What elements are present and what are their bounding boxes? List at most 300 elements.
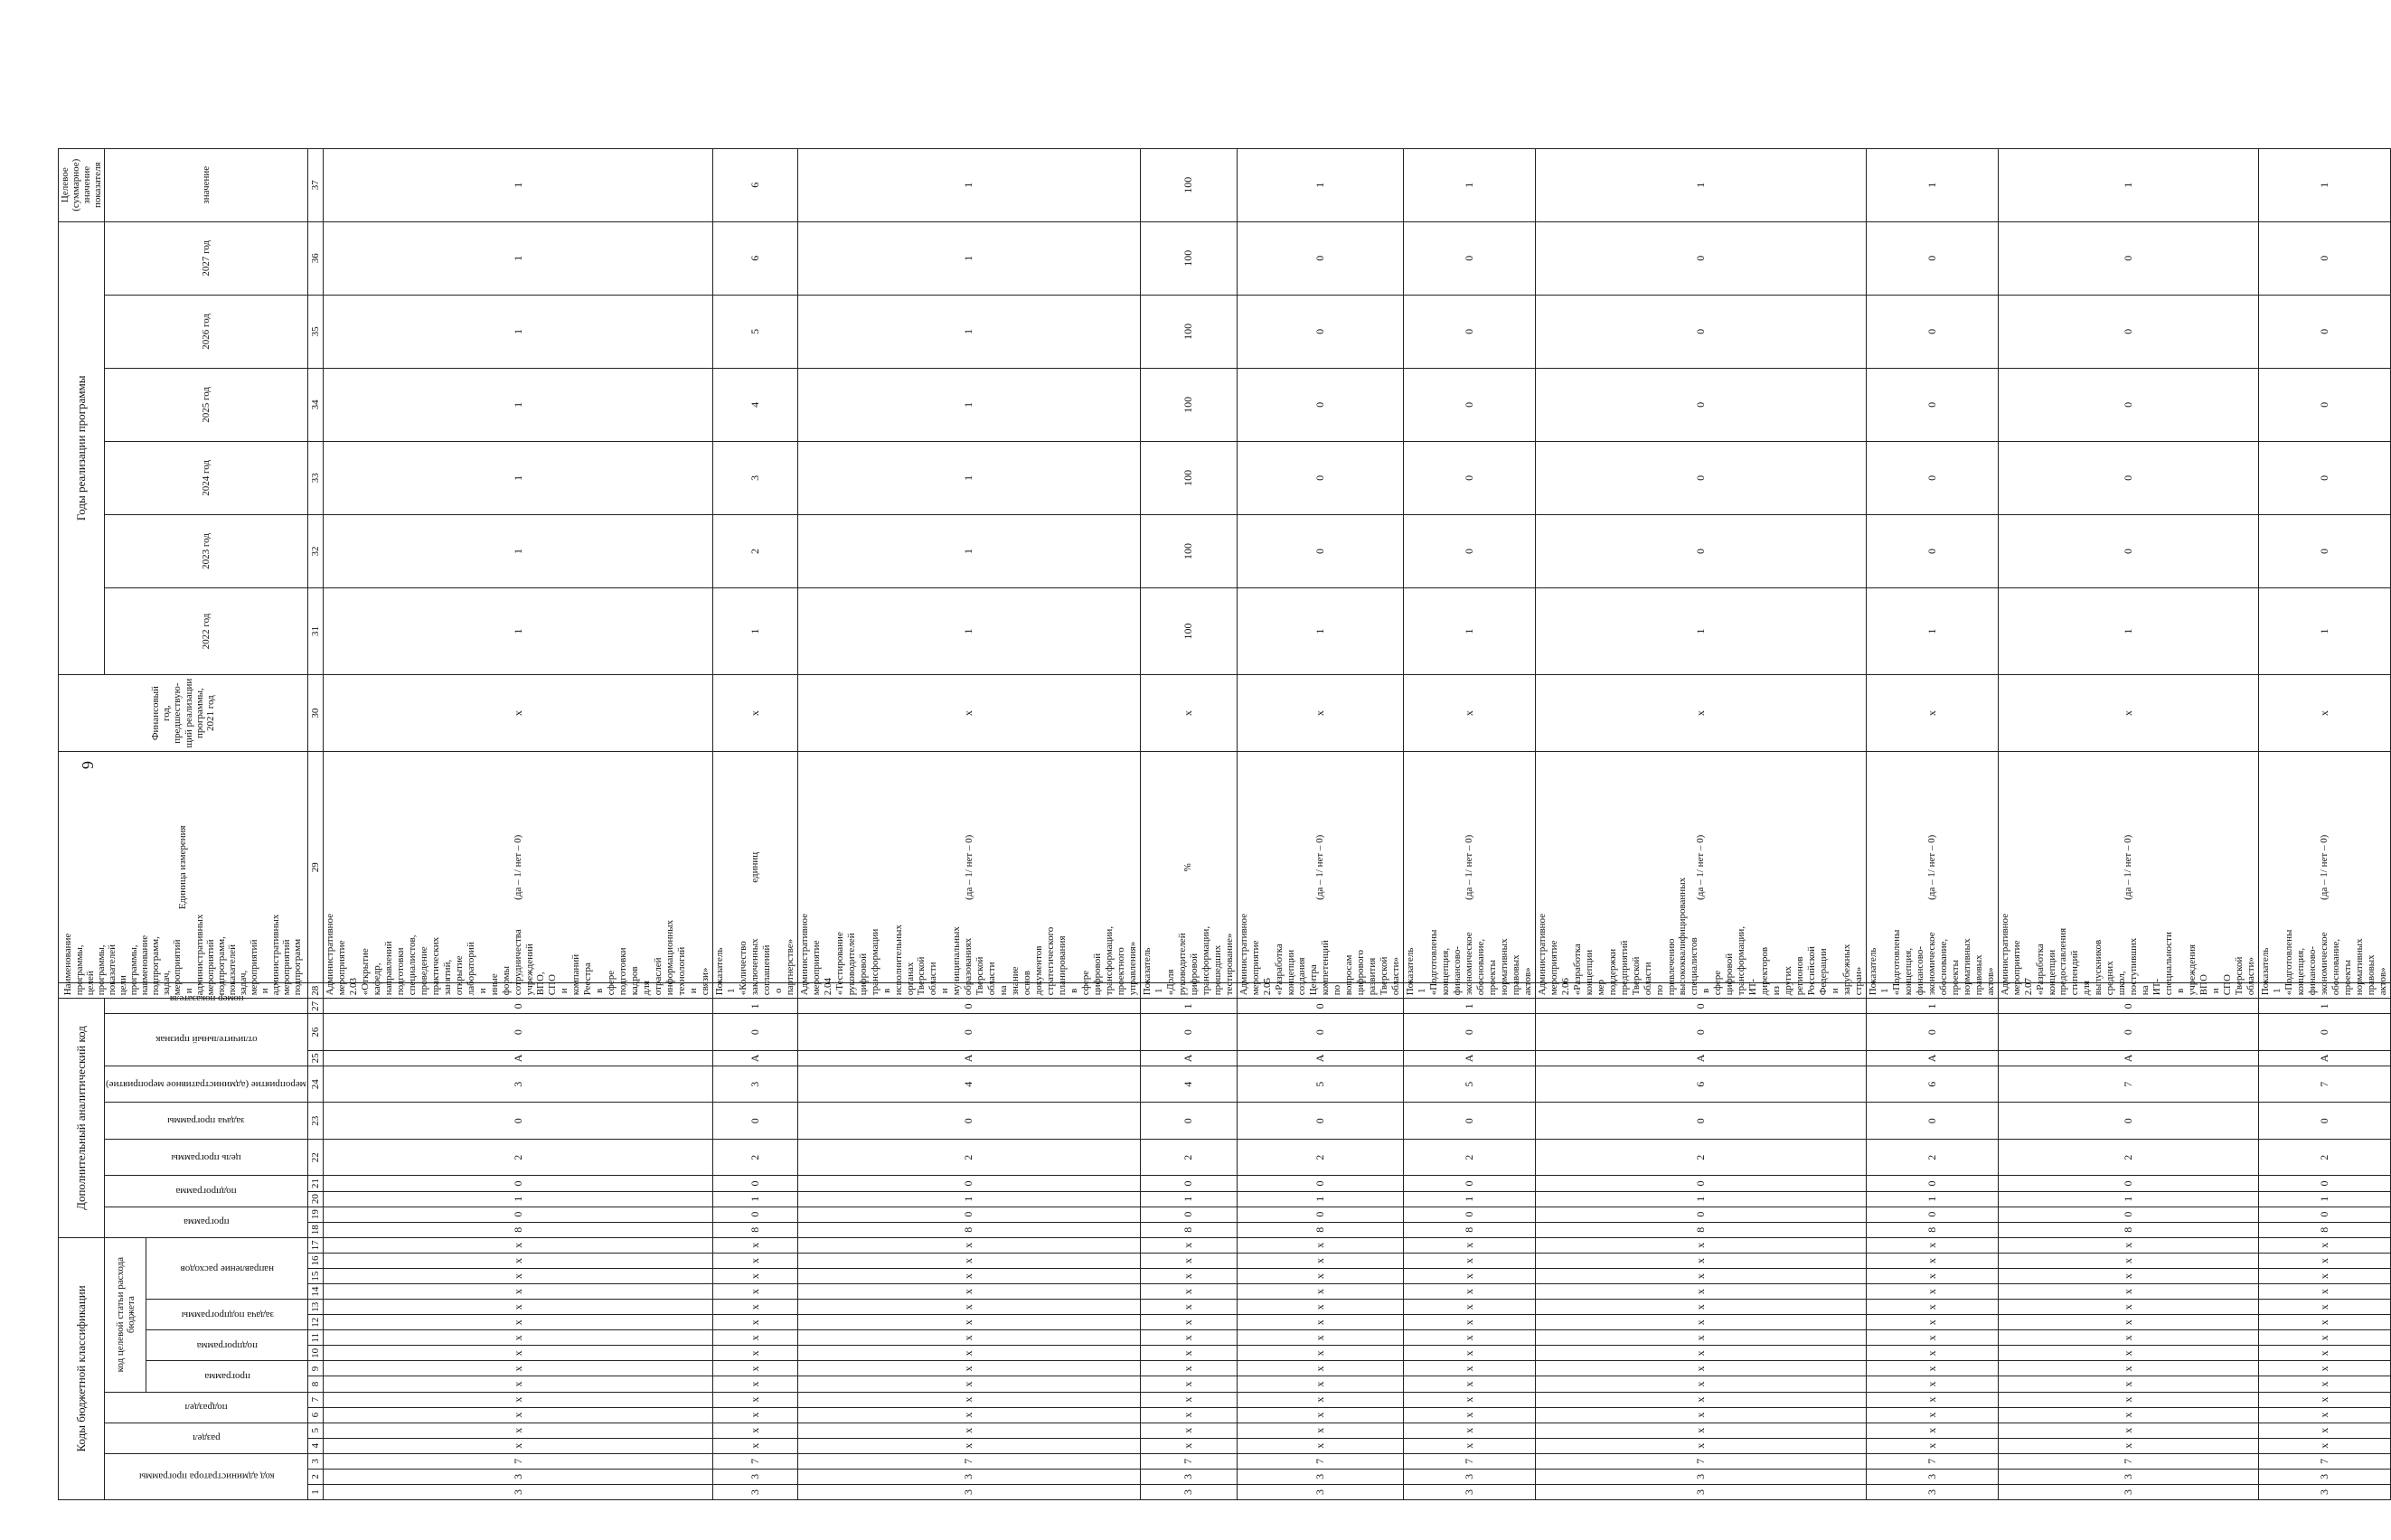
budget-code-cell: 3 xyxy=(1866,1484,1998,1499)
year-value: 1 xyxy=(1535,587,1866,674)
budget-code-cell: 3 xyxy=(2258,1469,2390,1484)
rotated-table-wrapper xyxy=(58,69,2388,1500)
header-year-2025: 2025 год xyxy=(105,368,308,441)
analytic-code-cell: 8 xyxy=(1998,1222,2258,1237)
year-value: 0 xyxy=(1404,441,1536,514)
table-row xyxy=(2258,70,2390,1500)
analytic-code-cell: 0 xyxy=(1998,1014,2258,1051)
year-value: 100 xyxy=(1140,221,1237,295)
budget-code-cell: х xyxy=(1535,1376,1866,1392)
budget-code-cell: х xyxy=(1998,1423,2258,1438)
header-expense-direction: направление расходов xyxy=(146,1237,308,1299)
budget-code-cell: 7 xyxy=(1535,1453,1866,1469)
budget-code-cell: х xyxy=(1140,1269,1237,1284)
column-number: 25 xyxy=(308,1050,324,1066)
analytic-code-cell: 8 xyxy=(1237,1222,1404,1237)
header-activity: мероприятие (административное мероприятие) xyxy=(105,1066,308,1103)
budget-code-cell: х xyxy=(1404,1330,1536,1346)
analytic-code-cell: 0 xyxy=(1535,1014,1866,1051)
analytic-code-cell: А xyxy=(1866,1050,1998,1066)
row-fin-year: х xyxy=(1404,674,1536,751)
row-name: Административное мероприятие 2.07 «Разработка концепции предоставления стипендий для выпускников средних школ, поступивших на ИТ-специальности в учреждения ВПО и СПО Тверской области» xyxy=(1998,983,2258,999)
budget-code-cell: 3 xyxy=(1140,1484,1237,1499)
budget-code-cell: х xyxy=(1866,1300,1998,1315)
analytic-code-cell: 6 xyxy=(1535,1066,1866,1103)
analytic-code-cell: 1 xyxy=(2258,999,2390,1014)
analytic-code-cell: 8 xyxy=(1535,1222,1866,1237)
budget-code-cell: 3 xyxy=(324,1484,713,1499)
year-value: 0 xyxy=(1237,221,1404,295)
analytic-code-cell: 0 xyxy=(1998,1176,2258,1191)
budget-code-cell: х xyxy=(1140,1407,1237,1423)
year-value: 3 xyxy=(713,441,798,514)
budget-code-cell: х xyxy=(1998,1254,2258,1269)
budget-code-cell: х xyxy=(1237,1300,1404,1315)
column-number: 32 xyxy=(308,514,324,587)
row-unit: (да – 1/ нет – 0) xyxy=(797,752,1140,983)
year-value: 1 xyxy=(324,368,713,441)
column-number: 2 xyxy=(308,1469,324,1484)
year-value: 100 xyxy=(1140,514,1237,587)
analytic-code-cell: 0 xyxy=(1140,1207,1237,1222)
budget-code-cell: х xyxy=(1237,1269,1404,1284)
analytic-code-cell: 3 xyxy=(713,1066,798,1103)
year-value: 1 xyxy=(797,368,1140,441)
analytic-code-cell: 1 xyxy=(1535,1191,1866,1207)
analytic-code-cell: 2 xyxy=(2258,1139,2390,1176)
budget-code-cell: х xyxy=(324,1407,713,1423)
column-number-row xyxy=(308,70,324,1500)
budget-code-cell: х xyxy=(2258,1423,2390,1438)
column-number: 26 xyxy=(308,1014,324,1051)
budget-code-cell: х xyxy=(1998,1361,2258,1376)
column-number: 5 xyxy=(308,1423,324,1438)
analytic-code-cell: 0 xyxy=(1237,1207,1404,1222)
budget-code-cell: 3 xyxy=(2258,1484,2390,1499)
budget-code-cell: х xyxy=(1535,1284,1866,1300)
budget-code-cell: х xyxy=(713,1438,798,1453)
header-task: задача подпрограммы xyxy=(146,1300,308,1330)
budget-code-cell: х xyxy=(1998,1407,2258,1423)
budget-code-cell: х xyxy=(1998,1392,2258,1407)
header-admin-code: код администратора программы xyxy=(105,1453,308,1499)
budget-code-cell: х xyxy=(797,1300,1140,1315)
analytic-code-cell: 8 xyxy=(1404,1222,1536,1237)
budget-code-cell: х xyxy=(1998,1269,2258,1284)
analytic-code-cell: 0 xyxy=(1866,1014,1998,1051)
column-number: 7 xyxy=(308,1392,324,1407)
budget-code-cell: 3 xyxy=(1866,1469,1998,1484)
row-unit: (да – 1/ нет – 0) xyxy=(1535,752,1866,983)
budget-code-cell: х xyxy=(1237,1284,1404,1300)
budget-code-cell: х xyxy=(1404,1284,1536,1300)
budget-code-cell: х xyxy=(1866,1254,1998,1269)
column-number: 20 xyxy=(308,1191,324,1207)
analytic-code-cell: А xyxy=(1535,1050,1866,1066)
row-fin-year: х xyxy=(324,674,713,751)
column-number: 16 xyxy=(308,1254,324,1269)
budget-code-cell: х xyxy=(797,1284,1140,1300)
year-value: 1 xyxy=(1404,587,1536,674)
budget-code-cell: х xyxy=(324,1423,713,1438)
header-year-2022: 2022 год xyxy=(105,587,308,674)
column-number: 3 xyxy=(308,1453,324,1469)
analytic-code-cell: 1 xyxy=(1404,999,1536,1014)
row-fin-year: х xyxy=(1998,674,2258,751)
analytic-code-cell: 0 xyxy=(797,1207,1140,1222)
budget-code-cell: х xyxy=(713,1315,798,1330)
analytic-code-cell: 2 xyxy=(324,1139,713,1176)
column-number: 31 xyxy=(308,587,324,674)
analytic-code-cell: 0 xyxy=(324,1207,713,1222)
header-budget-codes: Коды бюджетной классификации xyxy=(59,1237,105,1499)
column-number: 10 xyxy=(308,1346,324,1361)
budget-code-cell: х xyxy=(1140,1392,1237,1407)
budget-code-cell: х xyxy=(324,1315,713,1330)
budget-code-cell: х xyxy=(1404,1376,1536,1392)
analytic-code-cell: 1 xyxy=(713,999,798,1014)
table-row xyxy=(324,70,713,1500)
analytic-code-cell: 0 xyxy=(1535,1207,1866,1222)
budget-code-cell: х xyxy=(1535,1330,1866,1346)
analytic-code-cell: 2 xyxy=(1535,1139,1866,1176)
analytic-code-cell: 0 xyxy=(1404,1014,1536,1051)
analytic-code-cell: 0 xyxy=(2258,1103,2390,1140)
analytic-code-cell: 1 xyxy=(1140,1191,1237,1207)
analytic-code-cell: 8 xyxy=(713,1222,798,1237)
row-fin-year: х xyxy=(2258,674,2390,751)
analytic-code-cell: 0 xyxy=(1140,1014,1237,1051)
budget-code-cell: х xyxy=(324,1346,713,1361)
column-number: 18 xyxy=(308,1222,324,1237)
year-value: 1 xyxy=(797,221,1140,295)
analytic-code-cell: 2 xyxy=(1866,1139,1998,1176)
analytic-code-cell: А xyxy=(2258,1050,2390,1066)
year-value: 1 xyxy=(797,587,1140,674)
column-number: 21 xyxy=(308,1176,324,1191)
budget-code-cell: 3 xyxy=(1998,1484,2258,1499)
analytic-code-cell: 8 xyxy=(324,1222,713,1237)
row-fin-year: х xyxy=(713,674,798,751)
budget-code-cell: х xyxy=(1140,1315,1237,1330)
budget-code-cell: х xyxy=(797,1376,1140,1392)
analytic-code-cell: 2 xyxy=(1998,1139,2258,1176)
analytic-code-cell: 0 xyxy=(1535,999,1866,1014)
column-number: 17 xyxy=(308,1237,324,1253)
column-number: 9 xyxy=(308,1361,324,1376)
row-target: 1 xyxy=(1404,148,1536,221)
budget-code-cell: х xyxy=(324,1392,713,1407)
budget-code-cell: х xyxy=(1237,1423,1404,1438)
analytic-code-cell: 0 xyxy=(797,1176,1140,1191)
column-number: 11 xyxy=(308,1330,324,1346)
row-name: Показатель 1 «Подготовлены концепция, финансово-экономическое обоснование, проекты нормативных правовых актов» xyxy=(1866,983,1998,999)
year-value: 0 xyxy=(1866,221,1998,295)
analytic-code-cell: 0 xyxy=(2258,1014,2390,1051)
year-value: 0 xyxy=(1535,368,1866,441)
analytic-code-cell: А xyxy=(713,1050,798,1066)
year-value: 1 xyxy=(324,514,713,587)
budget-code-cell: х xyxy=(1237,1330,1404,1346)
header-year-2027: 2027 год xyxy=(105,221,308,295)
budget-code-cell: х xyxy=(1535,1438,1866,1453)
budget-code-cell: х xyxy=(713,1330,798,1346)
budget-code-cell: х xyxy=(1866,1237,1998,1253)
budget-code-cell: х xyxy=(2258,1346,2390,1361)
analytic-code-cell: 0 xyxy=(1237,1103,1404,1140)
row-fin-year: х xyxy=(1140,674,1237,751)
header-year-2023: 2023 год xyxy=(105,514,308,587)
year-value: 100 xyxy=(1140,295,1237,368)
year-value: 0 xyxy=(1866,441,1998,514)
budget-code-cell: х xyxy=(797,1315,1140,1330)
year-value: 1 xyxy=(2258,587,2390,674)
analytic-code-cell: 2 xyxy=(1140,1139,1237,1176)
budget-code-cell: х xyxy=(1535,1346,1866,1361)
header-program: программа xyxy=(146,1361,308,1392)
year-value: 0 xyxy=(1404,295,1536,368)
year-value: 5 xyxy=(713,295,798,368)
budget-code-cell: х xyxy=(1866,1438,1998,1453)
analytic-code-cell: 0 xyxy=(713,1176,798,1191)
budget-code-cell: х xyxy=(2258,1315,2390,1330)
year-value: 0 xyxy=(1237,295,1404,368)
analytic-code-cell: 0 xyxy=(324,999,713,1014)
analytic-code-cell: 2 xyxy=(713,1139,798,1176)
budget-code-cell: х xyxy=(2258,1361,2390,1376)
year-value: 1 xyxy=(797,295,1140,368)
column-number: 29 xyxy=(308,752,324,983)
budget-code-cell: х xyxy=(1237,1407,1404,1423)
year-value: 1 xyxy=(324,221,713,295)
analytic-code-cell: А xyxy=(324,1050,713,1066)
header-name: Наименование программы, целей программы, показателей цели программы, наименование подпрограмм, задач, мероприятий и административных мероприятий подпрограмм, показателей задач, мероприятий и административных мероприятий подпрограмм xyxy=(59,983,308,999)
year-value: 1 xyxy=(324,587,713,674)
column-number: 24 xyxy=(308,1066,324,1103)
header-year-2024: 2024 год xyxy=(105,441,308,514)
analytic-code-cell: 0 xyxy=(713,1014,798,1051)
row-target: 6 xyxy=(713,148,798,221)
analytic-code-cell: 1 xyxy=(1998,1191,2258,1207)
budget-code-cell: х xyxy=(1140,1254,1237,1269)
header-section: раздел xyxy=(105,1423,308,1453)
budget-code-cell: 3 xyxy=(324,1469,713,1484)
row-fin-year: х xyxy=(1237,674,1404,751)
row-unit: (да – 1/ нет – 0) xyxy=(1404,752,1536,983)
analytic-code-cell: 6 xyxy=(1866,1066,1998,1103)
budget-code-cell: х xyxy=(324,1376,713,1392)
budget-code-cell: х xyxy=(1866,1392,1998,1407)
analytic-code-cell: 0 xyxy=(1404,1176,1536,1191)
page-number: 6 xyxy=(79,761,97,769)
budget-code-cell: х xyxy=(1237,1237,1404,1253)
budget-code-cell: х xyxy=(713,1254,798,1269)
analytic-code-cell: 3 xyxy=(324,1066,713,1103)
header-fin-year: Финансовый год, предшествую-щий реализации программы, 2021 год xyxy=(59,674,308,751)
budget-code-cell: х xyxy=(1140,1330,1237,1346)
row-unit: % xyxy=(1140,752,1237,983)
analytic-code-cell: 0 xyxy=(1140,1176,1237,1191)
analytic-code-cell: 0 xyxy=(1866,1207,1998,1222)
budget-code-cell: х xyxy=(324,1361,713,1376)
budget-code-cell: х xyxy=(1237,1438,1404,1453)
budget-code-cell: х xyxy=(1404,1315,1536,1330)
row-unit: (да – 1/ нет – 0) xyxy=(1998,752,2258,983)
budget-code-cell: х xyxy=(324,1330,713,1346)
budget-code-cell: х xyxy=(713,1392,798,1407)
header-additional-code: Дополнительный аналитический код xyxy=(59,999,105,1237)
analytic-code-cell: 8 xyxy=(1866,1222,1998,1237)
column-number: 34 xyxy=(308,368,324,441)
header-feature: отличительный признак xyxy=(105,1014,308,1066)
budget-code-cell: х xyxy=(324,1237,713,1253)
budget-code-cell: х xyxy=(713,1376,798,1392)
year-value: 0 xyxy=(2258,441,2390,514)
analytic-code-cell: 7 xyxy=(2258,1066,2390,1103)
budget-code-cell: х xyxy=(1404,1254,1536,1269)
budget-code-cell: х xyxy=(1404,1346,1536,1361)
analytic-code-cell: 0 xyxy=(324,1103,713,1140)
header-year-2026: 2026 год xyxy=(105,295,308,368)
budget-code-cell: х xyxy=(713,1237,798,1253)
budget-code-cell: х xyxy=(1998,1376,2258,1392)
year-value: 100 xyxy=(1140,368,1237,441)
budget-code-cell: 7 xyxy=(1866,1453,1998,1469)
row-target: 1 xyxy=(1998,148,2258,221)
analytic-code-cell: 8 xyxy=(797,1222,1140,1237)
year-value: 1 xyxy=(713,587,798,674)
budget-code-cell: 3 xyxy=(1237,1484,1404,1499)
year-value: 0 xyxy=(2258,221,2390,295)
row-target: 100 xyxy=(1140,148,1237,221)
year-value: 0 xyxy=(1866,368,1998,441)
analytic-code-cell: 0 xyxy=(713,1103,798,1140)
budget-code-cell: х xyxy=(713,1361,798,1376)
budget-code-cell: х xyxy=(1404,1269,1536,1284)
budget-code-cell: х xyxy=(2258,1407,2390,1423)
table-row xyxy=(1404,70,1536,1500)
year-value: 0 xyxy=(1998,221,2258,295)
column-number: 27 xyxy=(308,999,324,1014)
budget-code-cell: х xyxy=(797,1407,1140,1423)
budget-code-cell: х xyxy=(1535,1423,1866,1438)
budget-code-cell: х xyxy=(1140,1438,1237,1453)
year-value: 1 xyxy=(797,441,1140,514)
budget-code-cell: х xyxy=(1404,1300,1536,1315)
row-name: Административное мероприятие 2.05 «Разработка концепции создания Центра компетенций по вопросам цифрового развития Тверской области» xyxy=(1237,983,1404,999)
budget-code-cell: х xyxy=(1404,1237,1536,1253)
analytic-code-cell: А xyxy=(1404,1050,1536,1066)
program-indicators-table xyxy=(58,69,2391,1500)
budget-code-cell: х xyxy=(2258,1300,2390,1315)
budget-code-cell: х xyxy=(2258,1330,2390,1346)
year-value: 0 xyxy=(1998,295,2258,368)
budget-code-cell: х xyxy=(713,1423,798,1438)
row-unit: (да – 1/ нет – 0) xyxy=(1237,752,1404,983)
budget-code-cell: х xyxy=(1404,1361,1536,1376)
budget-code-cell: х xyxy=(1998,1438,2258,1453)
year-value: 4 xyxy=(713,368,798,441)
budget-code-cell: х xyxy=(1535,1269,1866,1284)
column-number: 28 xyxy=(308,983,324,999)
budget-code-cell: х xyxy=(1140,1300,1237,1315)
header-subprogram: подпрограмма xyxy=(146,1330,308,1361)
analytic-code-cell: А xyxy=(1237,1050,1404,1066)
table-row xyxy=(797,70,1140,1500)
header-target-value: значение xyxy=(105,148,308,221)
row-name: Административное мероприятие 2.06 «Разработка концепции мер поддержки предприятий Тверской области по привлечению высококвалифицированных специалистов в сфере цифровой трансформации, ИТ-директоров из других регионов Российской Федерации и зарубежных стран» xyxy=(1535,983,1866,999)
year-value: 1 xyxy=(324,441,713,514)
budget-code-cell: х xyxy=(2258,1438,2390,1453)
table-body xyxy=(324,70,2391,1500)
year-value: 0 xyxy=(1535,295,1866,368)
analytic-code-cell: 0 xyxy=(324,1176,713,1191)
budget-code-cell: 3 xyxy=(797,1484,1140,1499)
column-number: 22 xyxy=(308,1139,324,1176)
analytic-code-cell: 0 xyxy=(797,1014,1140,1051)
row-target: 1 xyxy=(1237,148,1404,221)
table-row xyxy=(1998,70,2258,1500)
budget-code-cell: 3 xyxy=(797,1469,1140,1484)
budget-code-cell: х xyxy=(1866,1376,1998,1392)
row-target: 1 xyxy=(1535,148,1866,221)
budget-code-cell: х xyxy=(713,1300,798,1315)
budget-code-cell: х xyxy=(1404,1438,1536,1453)
analytic-code-cell: 0 xyxy=(1535,1176,1866,1191)
budget-code-cell: 3 xyxy=(1237,1469,1404,1484)
budget-code-cell: х xyxy=(713,1346,798,1361)
budget-code-cell: 7 xyxy=(1237,1453,1404,1469)
analytic-code-cell: 0 xyxy=(1237,999,1404,1014)
analytic-code-cell: 1 xyxy=(1404,1191,1536,1207)
year-value: 0 xyxy=(1237,368,1404,441)
year-value: 0 xyxy=(1535,441,1866,514)
year-value: 1 xyxy=(1866,587,1998,674)
column-number: 4 xyxy=(308,1438,324,1453)
analytic-code-cell: 0 xyxy=(2258,1207,2390,1222)
analytic-code-cell: 0 xyxy=(1140,1103,1237,1140)
column-number: 13 xyxy=(308,1300,324,1315)
analytic-code-cell: А xyxy=(1140,1050,1237,1066)
budget-code-cell: х xyxy=(1866,1346,1998,1361)
analytic-code-cell: 1 xyxy=(1866,999,1998,1014)
analytic-code-cell: 1 xyxy=(797,1191,1140,1207)
year-value: 6 xyxy=(713,221,798,295)
analytic-code-cell: 0 xyxy=(1866,1103,1998,1140)
budget-code-cell: 3 xyxy=(1535,1469,1866,1484)
row-unit: (да – 1/ нет – 0) xyxy=(324,752,713,983)
budget-code-cell: 7 xyxy=(713,1453,798,1469)
budget-code-cell: 7 xyxy=(2258,1453,2390,1469)
row-name: Показатель 1 «Подготовлены концепция, финансово-экономическое обоснование, проекты нормативных правовых актов» xyxy=(1404,983,1536,999)
budget-code-cell: х xyxy=(1140,1284,1237,1300)
year-value: 100 xyxy=(1140,587,1237,674)
budget-code-cell: 7 xyxy=(797,1453,1140,1469)
analytic-code-cell: 8 xyxy=(1140,1222,1237,1237)
analytic-code-cell: 1 xyxy=(2258,1191,2390,1207)
analytic-code-cell: А xyxy=(797,1050,1140,1066)
analytic-code-cell: 5 xyxy=(1237,1066,1404,1103)
column-number: 23 xyxy=(308,1103,324,1140)
table-row xyxy=(1140,70,1237,1500)
year-value: 0 xyxy=(1404,368,1536,441)
budget-code-cell: х xyxy=(1998,1315,2258,1330)
budget-code-cell: х xyxy=(713,1284,798,1300)
budget-code-cell: х xyxy=(1866,1269,1998,1284)
budget-code-cell: х xyxy=(2258,1392,2390,1407)
row-target: 1 xyxy=(1866,148,1998,221)
budget-code-cell: х xyxy=(1535,1300,1866,1315)
